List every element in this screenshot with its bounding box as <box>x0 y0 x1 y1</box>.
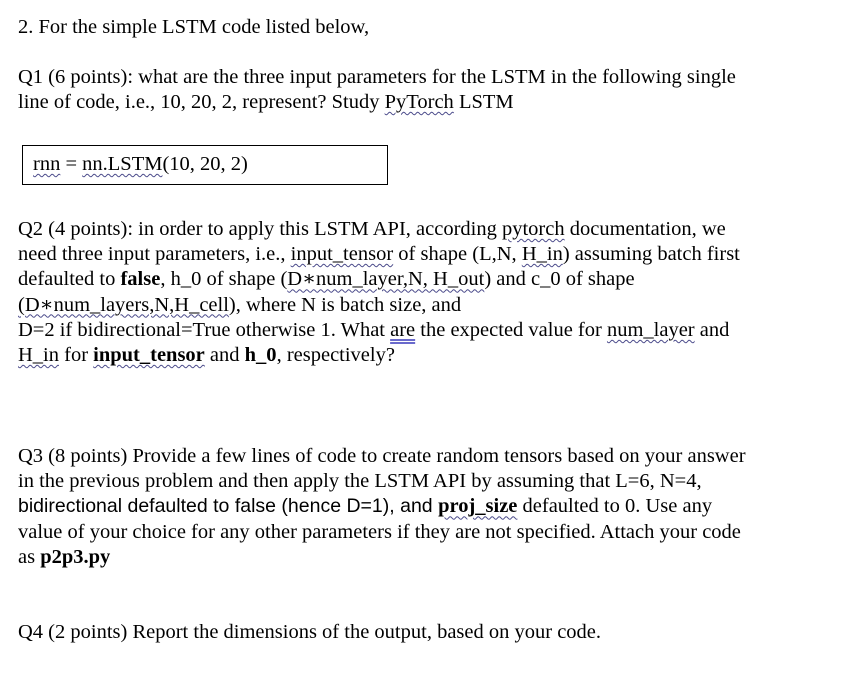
q3-proj-size: proj_size <box>438 495 518 518</box>
q2-l6-and: and <box>204 344 245 367</box>
q2-l5-mid: the expected value for <box>415 318 607 341</box>
heading: 2. For the simple LSTM code listed below, <box>18 16 370 38</box>
q3-l3-end: defaulted to 0. Use any <box>517 495 713 518</box>
question-4: Q4 (2 points) Report the dimensions of the output, based on your code. <box>18 621 602 643</box>
q1-line-2-end: LSTM <box>453 91 514 114</box>
q2-input-tensor-bold: input_tensor <box>93 344 205 367</box>
q2-line-6 <box>18 343 818 368</box>
pytorch-reference: PyTorch <box>384 91 454 114</box>
q2-l2-end: ) assuming batch first <box>562 243 740 266</box>
code-call: nn.LSTM <box>82 153 163 175</box>
q3-line-3 <box>18 494 818 519</box>
q3-l3-sans: bidirectional defaulted to false (hence D=1), and <box>18 495 439 518</box>
q2-line-5 <box>18 318 818 343</box>
q2-l5-text: D=2 if bidirectional=True otherwise 1. What <box>18 318 391 341</box>
q2-false: false <box>120 268 161 291</box>
question-2 <box>18 217 818 368</box>
q2-l2-mid: of shape (L,N, <box>393 243 522 266</box>
q2-l1-end: documentation, we <box>564 218 726 240</box>
q2-l5-end: and <box>694 318 730 341</box>
q2-are: are <box>390 318 416 341</box>
q2-line-2 <box>18 242 818 267</box>
code-box <box>22 145 388 185</box>
q2-input-tensor: input_tensor <box>290 243 394 266</box>
q3-line-2: in the previous problem and then apply the LSTM API by assuming that L=6, N=4, <box>18 470 702 493</box>
q2-h-in-2: H_in <box>18 344 59 367</box>
code-variable: rnn <box>33 153 61 175</box>
q2-l6-end: , respectively? <box>276 344 395 367</box>
q3-l5-text: as <box>18 545 41 568</box>
question-1 <box>18 65 818 115</box>
q2-h0-bold: h_0 <box>244 344 277 367</box>
q2-l4-end: ), where N is batch size, and <box>228 293 462 316</box>
q2-line-3 <box>18 267 818 292</box>
q2-l6-for: for <box>59 344 94 367</box>
q3-line-5 <box>18 545 818 570</box>
q1-line-1: Q1 (6 points): what are the three input parameters for the LSTM in the following single <box>18 66 736 88</box>
q2-num-layer: num_layer <box>606 318 695 341</box>
code-args: (10, 20, 2) <box>162 153 248 175</box>
q2-pytorch: pytorch <box>501 218 565 240</box>
question-3 <box>18 444 818 570</box>
q3-line-1: Q3 (8 points) Provide a few lines of code to create random tensors based on your answer <box>18 445 746 467</box>
q1-line-2 <box>18 90 818 115</box>
q2-l2-text: need three input parameters, i.e., <box>18 243 291 266</box>
q1-line-2-text: line of code, i.e., 10, 20, 2, represent? Study <box>18 91 385 114</box>
q2-line-1 <box>18 217 818 242</box>
q2-l3-end: ) and c_0 of shape <box>484 268 635 291</box>
q2-c0-shape: (D∗num_layers,N,H_cell <box>18 293 229 316</box>
q2-l3-text: defaulted to <box>18 268 121 291</box>
q2-h0-shape: D∗num_layer,N, H_out <box>287 268 485 291</box>
q2-line-4 <box>18 293 818 318</box>
q3-filename: p2p3.py <box>40 545 111 568</box>
q3-line-4: value of your choice for any other parameters if they are not specified. Attach your code <box>18 520 741 543</box>
q2-l1-text: Q2 (4 points): in order to apply this LSTM API, according <box>18 218 502 240</box>
code-equals: = <box>60 153 83 175</box>
q2-l3-mid: , h_0 of shape ( <box>160 268 288 291</box>
q2-h-in: H_in <box>521 243 563 266</box>
